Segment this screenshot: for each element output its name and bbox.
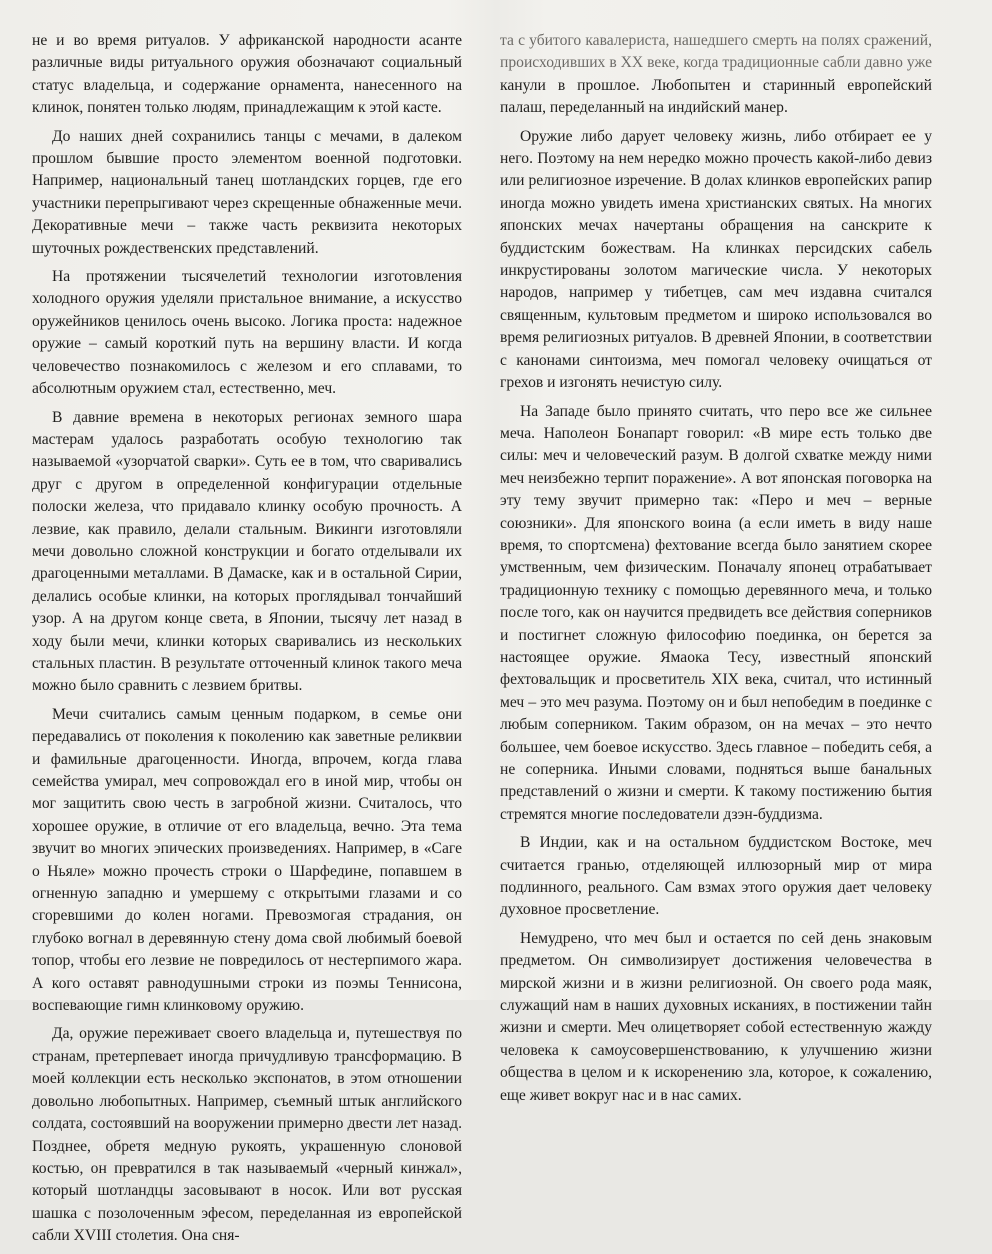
paragraph: Немудрено, что меч был и остается по сей день знаковым предметом. Он символизирует достижения человечества в мирской жизни и в жизни религиозной. Он своего рода маяк, служащий нам в наших духовных исканиях, в постижении тайн жизни и смерти. Меч олицетворяет собой естественную жажду человека к самоусовершенствованию, к улучшению жизни общества в целом и к искоренению зла, которое, к сожалению, еще живет вокруг нас и в нас самих. [500, 929, 932, 1104]
paragraph: На протяжении тысячелетий технологии изготовления холодного оружия уделяли пристальное внимание, а искусство оружейников ценилось очень высоко. Логика проста: надежное оружие – самый короткий путь на вершину власти. И когда человечество познакомилось с железом и его сплавами, то абсолютным оружием стал, естественно, меч. [32, 268, 462, 398]
paragraph: До наших дней сохранились танцы с мечами, в далеком прошлом бывшие просто элементом военной подготовки. Например, национальный танец шотландских горцев, где его участники перепрыгивают через скрещенные обнаженные мечи. Декоративные мечи – также часть реквизита некоторых шуточных рождественских представлений. [32, 127, 462, 257]
paragraph: Да, оружие переживает своего владельца и, путешествуя по странам, претерпевает иногда причудливую трансформацию. В моей коллекции есть несколько экспонатов, в этом отношении довольно любопытных. Например, съемный штык английского солдата, состоявший на вооружении примерно двести лет назад. Позднее, обретя медную рукоять, украшенную слоновой костью, он превратился в так называемый «черный кинжал», который шотландцы засовывают в носок. Или вот русская шашка с позолоченным эфесом, переделанная из европейской сабли XVIII столетия. Она сня- [32, 1025, 462, 1245]
left-text-column [32, 30, 462, 1254]
right-text-column [500, 30, 932, 1113]
paragraph: не и во время ритуалов. У африканской народности асанте различные виды ритуального оружия обозначают социальный статус владельца, и содержание орнамента, нанесенного на клинок, понятен только людям, принадлежащим к этой касте. [32, 32, 462, 117]
continuation-text: канули в прошлое. Любопытен и старинный европейский палаш, переделанный на индийский манер. [500, 76, 932, 117]
faded-text: та с убитого кавалериста, нашедшего смерть на полях сражений, происходивших в XX веке, когда традиционные сабли давно уже [500, 32, 932, 72]
paragraph: В Индии, как и на остальном буддистском Востоке, меч считается гранью, отделяющей иллюзорный мир от мира подлинного, реального. Сам взмах этого оружия дает человеку духовное просветление. [500, 834, 932, 919]
paragraph: Оружие либо дарует человеку жизнь, либо отбирает ее у него. Поэтому на нем нередко можно прочесть какой-либо девиз или религиозное изречение. В долах клинков европейских рапир иногда можно увидеть имена христианских святых. На многих японских мечах начертаны обращения на санскрите к буддистским божествам. На клинках персидских сабель инкрустированы золотом магические числа. У некоторых народов, например у тибетцев, сам меч издавна считался священным, культовым предметом и широко использовался во время религиозных ритуалов. В древней Японии, в соответствии с канонами синтоизма, меч помогал человеку очищаться от грехов и изгонять нечистую силу. [500, 127, 932, 392]
paragraph-continuation [500, 30, 932, 120]
paragraph: Мечи считались самым ценным подарком, в семье они передавались от поколения к поколению как заветные реликвии и фамильные драгоценности. Иногда, впрочем, когда глава семейства умирал, меч сопровождал его в иной мир, чтобы он мог защитить свою честь в загробной жизни. Считалось, что хорошее оружие, в отличие от его владельца, вечно. Эта тема звучит во многих эпических произведениях. Например, в «Саге о Ньяле» можно прочесть строки о Шарфедине, попавшем в огненную западню и умершему с открытыми глазами и со сгоревшими до колен ногами. Превозмогая страдания, он глубоко вогнал в деревянную стену дома свой любимый боевой топор, чтобы его лезвие не повредилось от нестерпимого жара. А кого оставят равнодушными строки из поэмы Теннисона, воспевающие гимн клинковому оружию. [32, 705, 462, 1015]
paragraph: На Западе было принято считать, что перо все же сильнее меча. Наполеон Бонапарт говорил: «В мире есть только две силы: меч и человеческий разум. В долгой схватке между ними меч неизбежно терпит поражение». А вот японская поговорка на эту тему звучит примерно так: «Перо и меч – верные союзники». Для японского воина (а если иметь в виду наше время, то спортсмена) фехтование всегда было занятием скорее умственным, чем физическим. Поначалу японец отрабатывает традиционную технику с помощью деревянного меча, и только после того, как он научится предвидеть все действия соперников и постигнет сложную философию поединка, он берется за настоящее оружие. Ямаока Тесу, известный японский фехтовальщик и просветитель XIX века, считал, что истинный меч – это меч разума. Поэтому он и был непобедим в поединке с любым соперником. Таким образом, он на мечах – это нечто большее, чем боевое искусство. Здесь главное – победить себя, а не соперника. Иными словами, подняться выше банальных представлений о жизни и смерти. К такому постижению бытия стремятся многие последователи дзэн-буддизма. [500, 402, 932, 823]
paragraph: В давние времена в некоторых регионах земного шара мастерам удалось разработать особую технологию так называемой «узорчатой сварки». Суть ее в том, что сваривались друг с другом в определенной конфигурации отдельные полоски железа, что придавало клинку особую прочность. А лезвие, как правило, делали стальным. Викинги изготовляли мечи довольно сложной конструкции и богато отделывали их драгоценными металлами. В Дамаске, как и в остальной Сирии, делались особые клинки, на которых проглядывал тончайший узор. А на другом конце света, в Японии, тысячу лет назад в ходу были мечи, клинки которых сваривались из нескольких стальных пластин. В результате отточенный клинок такого меча можно было сравнить с лезвием бритвы. [32, 408, 462, 695]
